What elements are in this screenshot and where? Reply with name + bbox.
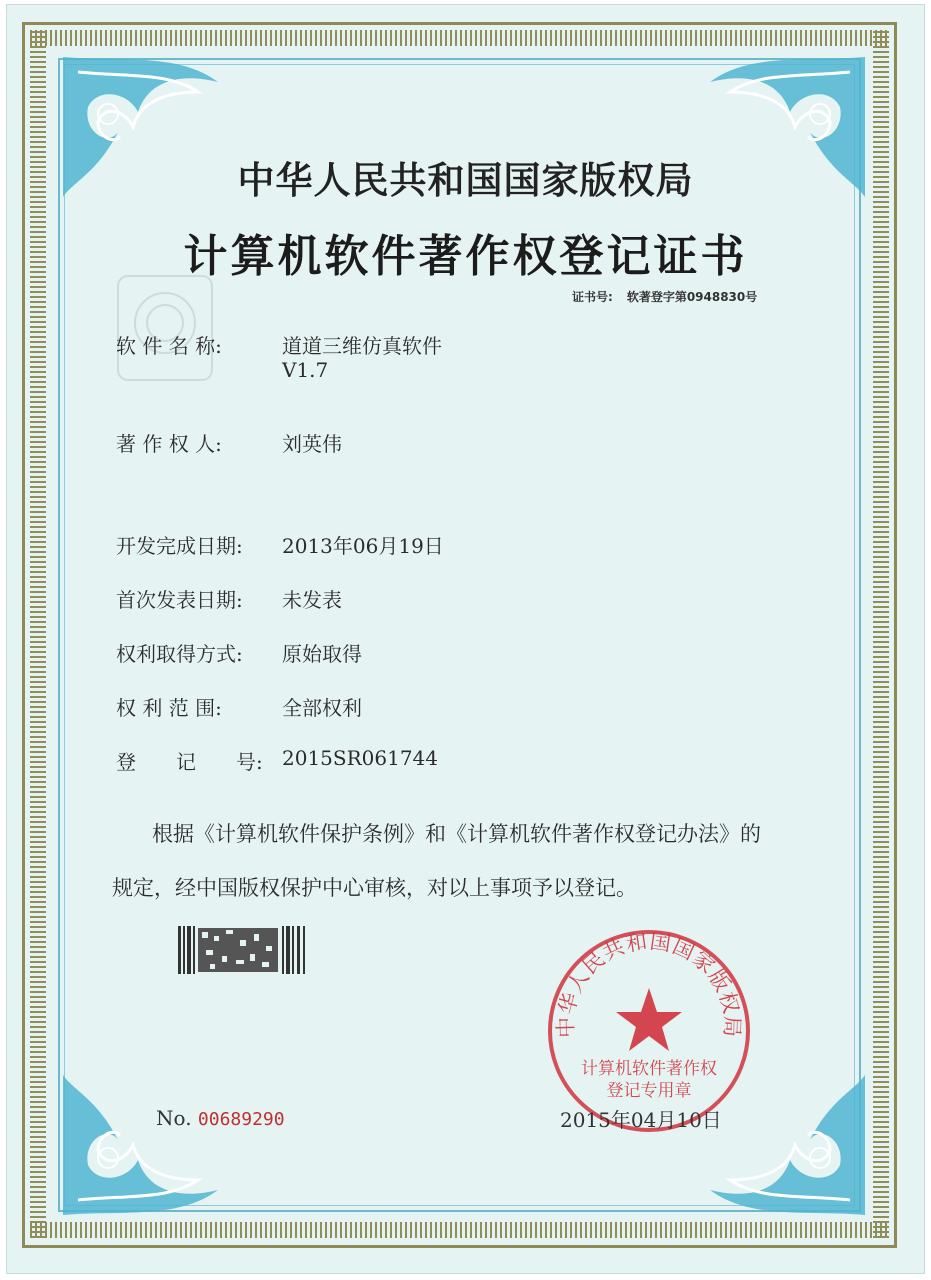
seal-ring-text: 中华人民共和国国家版权局 xyxy=(553,929,745,1039)
certificate-number xyxy=(572,288,757,305)
rights-scope-label: 权 利 范 围: xyxy=(116,696,222,720)
serial-prefix: No. xyxy=(156,1106,192,1130)
dev-date-value: 2013年06月19日 xyxy=(282,534,444,558)
publish-date-label: 首次发表日期: xyxy=(116,588,243,612)
star-icon xyxy=(616,988,682,1051)
statement-line-2: 规定，经中国版权保护中心审核，对以上事项予以登记。 xyxy=(112,876,637,900)
embossed-emblem-icon xyxy=(110,268,220,388)
fret-border-right xyxy=(873,30,889,1238)
certificate-title: 计算机软件著作权登记证书 xyxy=(183,231,748,282)
seal-center-line-2: 登记专用章 xyxy=(606,1081,692,1101)
fret-border-bottom xyxy=(30,1222,889,1238)
barcode-icon xyxy=(178,926,308,974)
issuing-authority-title: 中华人民共和国国家版权局 xyxy=(237,158,694,202)
software-version: V1.7 xyxy=(282,358,329,382)
owner-value: 刘英伟 xyxy=(282,432,342,456)
fret-border-top xyxy=(30,30,889,46)
fret-border-left xyxy=(30,30,46,1238)
software-name-label: 软 件 名 称: xyxy=(116,334,222,358)
statement-line-1: 根据《计算机软件保护条例》和《计算机软件著作权登记办法》的 xyxy=(152,822,761,846)
rights-scope-value: 全部权利 xyxy=(282,696,362,720)
serial-number xyxy=(156,1106,285,1130)
publish-date-value: 未发表 xyxy=(282,588,342,612)
issue-date: 2015年04月10日 xyxy=(560,1108,722,1132)
software-name-value: 道道三维仿真软件 xyxy=(282,334,442,358)
acquire-method-value: 原始取得 xyxy=(282,642,362,666)
serial-number-value: 00689290 xyxy=(197,1109,285,1130)
cert-no-label: 证书号: xyxy=(572,290,613,304)
seal-center-line-1: 计算机软件著作权 xyxy=(581,1059,717,1079)
registration-number-value: 2015SR061744 xyxy=(282,746,439,770)
corner-ornament-bottom-left xyxy=(58,1070,228,1220)
dev-date-label: 开发完成日期: xyxy=(116,534,243,558)
registration-number-label: 登 记 号: xyxy=(116,750,263,774)
owner-label: 著 作 权 人: xyxy=(116,432,222,456)
acquire-method-label: 权利取得方式: xyxy=(116,642,243,666)
cert-no-value: 软著登字第0948830号 xyxy=(626,290,758,304)
